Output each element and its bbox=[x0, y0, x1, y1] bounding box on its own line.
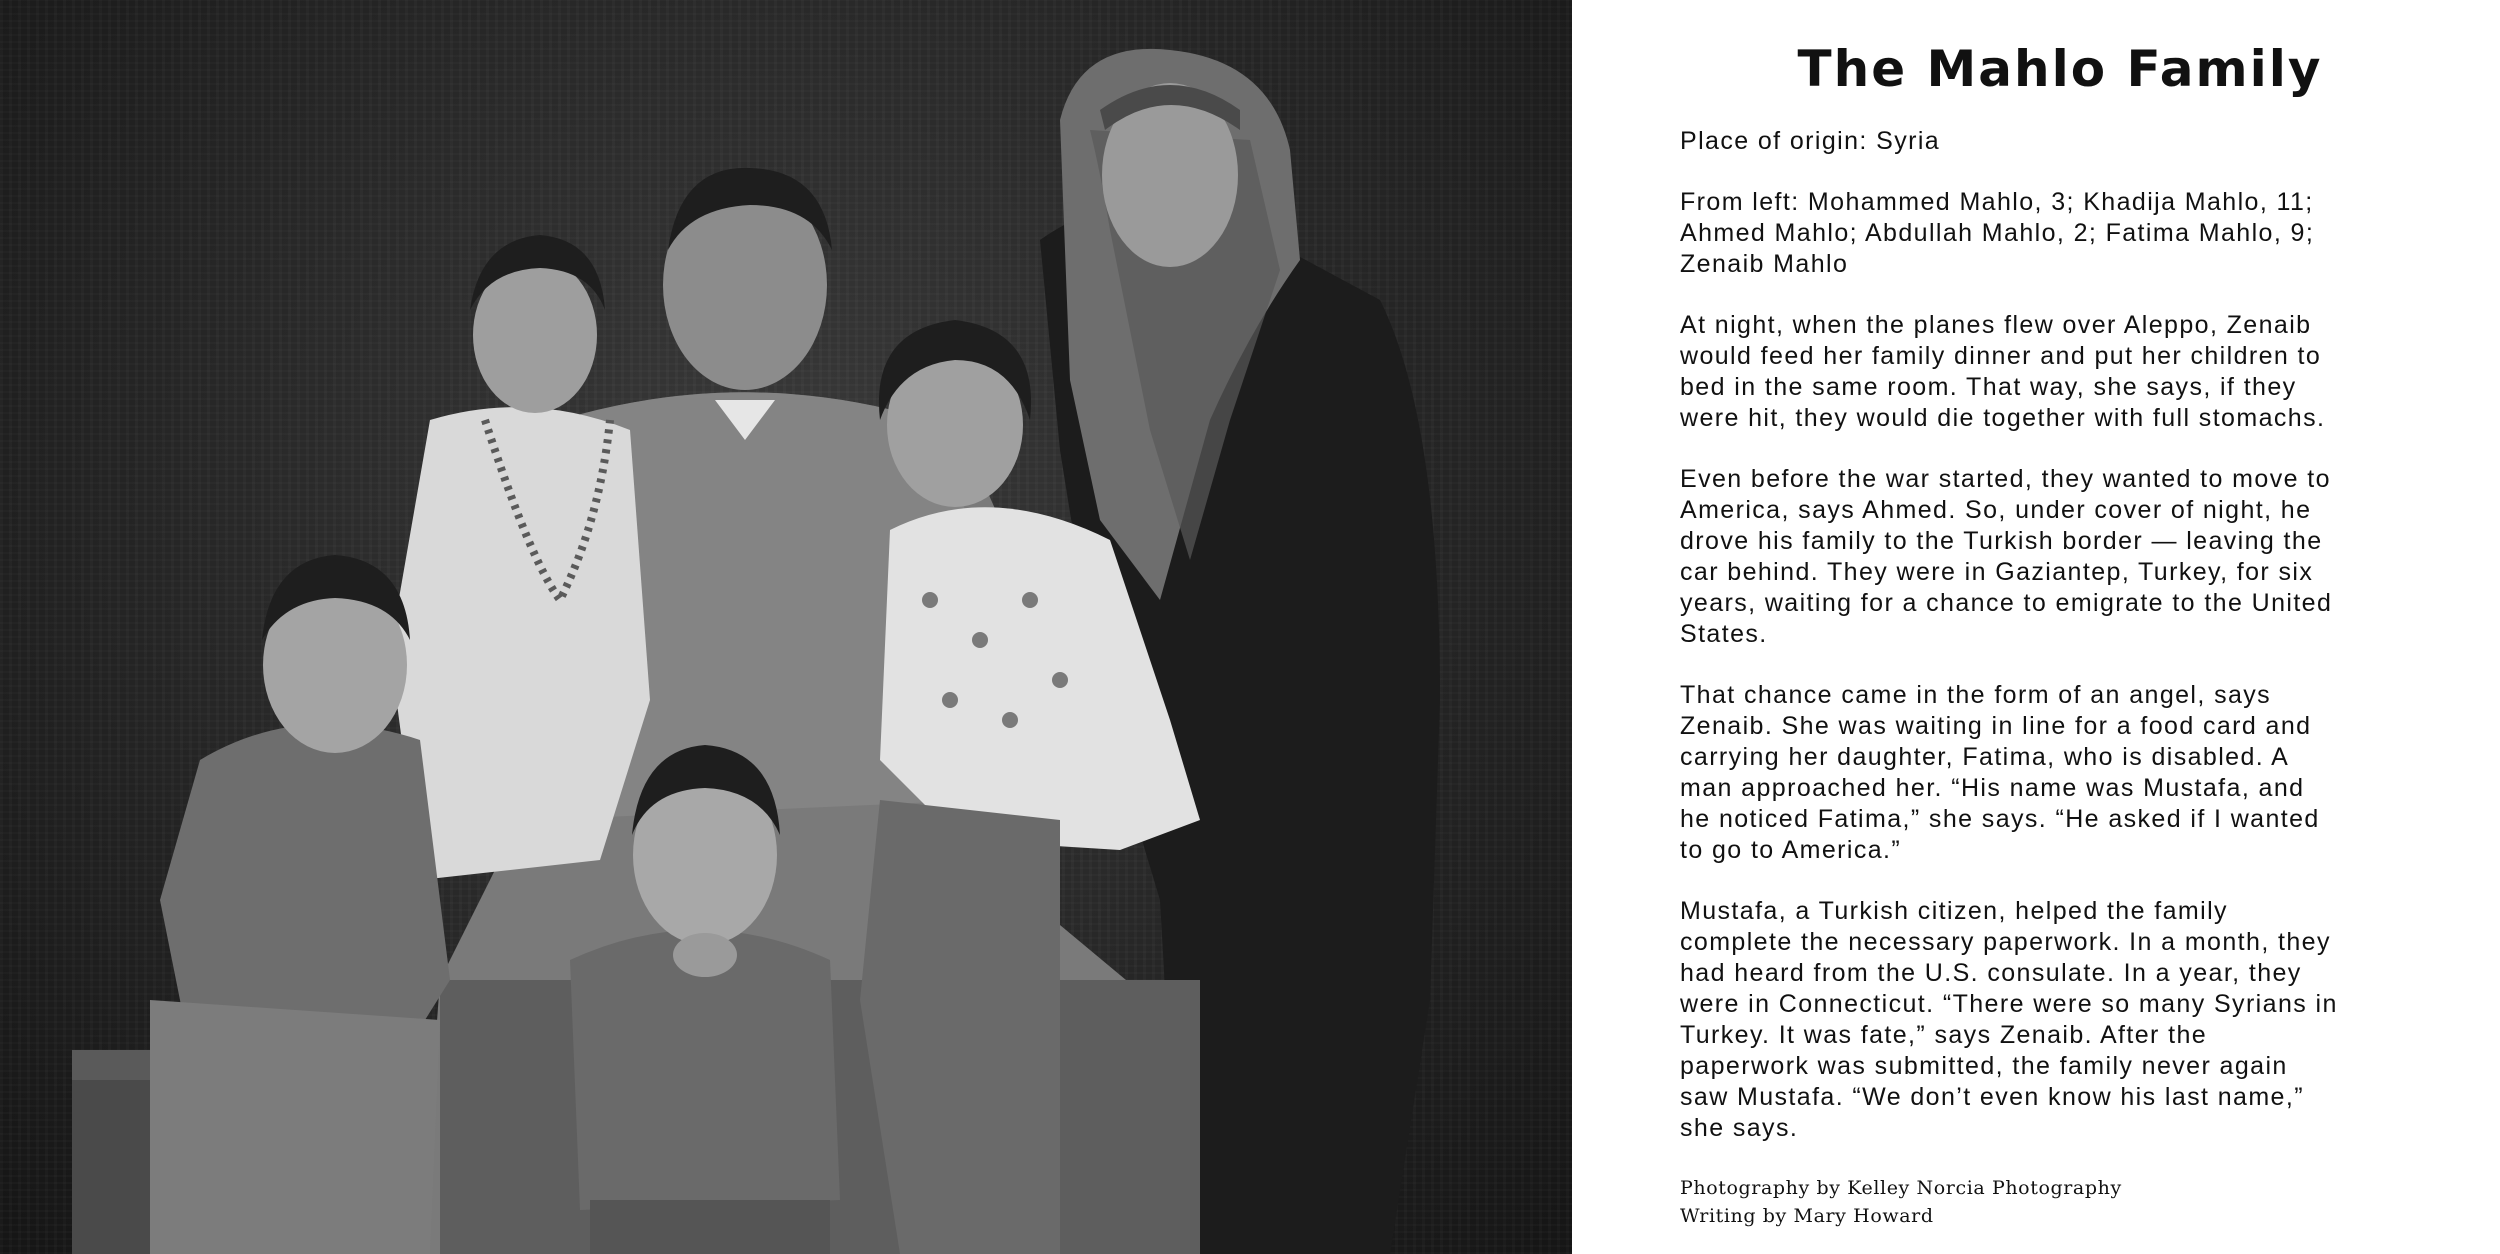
story-paragraph-1: At night, when the planes flew over Aleppo, Zenaib would feed her family dinner and put her children to bed in the same room. That way, she says, if they were hit, they would die together with full stomachs. bbox=[1680, 311, 2326, 432]
page-title: The Mahlo Family bbox=[1797, 40, 2323, 98]
photo-caption: From left: Mohammed Mahlo, 3; Khadija Mahlo, 11; Ahmed Mahlo; Abdullah Mahlo, 2; Fatima Mahlo, 9; Zenaib Mahlo bbox=[1680, 188, 2315, 278]
family-story-article bbox=[1680, 40, 2450, 1230]
story-paragraph-2: Even before the war started, they wanted to move to America, says Ahmed. So, under cover of night, he drove his family to the Turkish border — leaving the car behind. They were in Gaziantep, Turkey, for six years, waiting for a chance to emigrate to the United States. bbox=[1680, 465, 2333, 648]
story-paragraph-3: That chance came in the form of an angel, says Zenaib. She was waiting in line for a food card and carrying her daughter, Fatima, who is disabled. A man approached her. “His name was Mustafa, and he noticed Fatima,” she says. “He asked if I wanted to go to America.” bbox=[1680, 681, 2320, 864]
writing-credit: Writing by Mary Howard bbox=[1680, 1205, 1934, 1227]
older-girl-figure bbox=[390, 235, 650, 880]
little-boy-left-figure bbox=[150, 555, 450, 1254]
story-paragraph-4: Mustafa, a Turkish citizen, helped the family complete the necessary paperwork. In a month, they had heard from the U.S. consulate. In a year, they were in Connecticut. “There were so many Syrians in Turkey. It was fate,” says Zenaib. After the paperwork was submitted, the family never again saw Mustafa. “We don’t even know his last name,” she says. bbox=[1680, 897, 2338, 1142]
origin-line: Place of origin: Syria bbox=[1680, 127, 1941, 155]
photography-credit: Photography by Kelley Norcia Photography bbox=[1680, 1177, 2122, 1199]
credits bbox=[1680, 1174, 2450, 1230]
